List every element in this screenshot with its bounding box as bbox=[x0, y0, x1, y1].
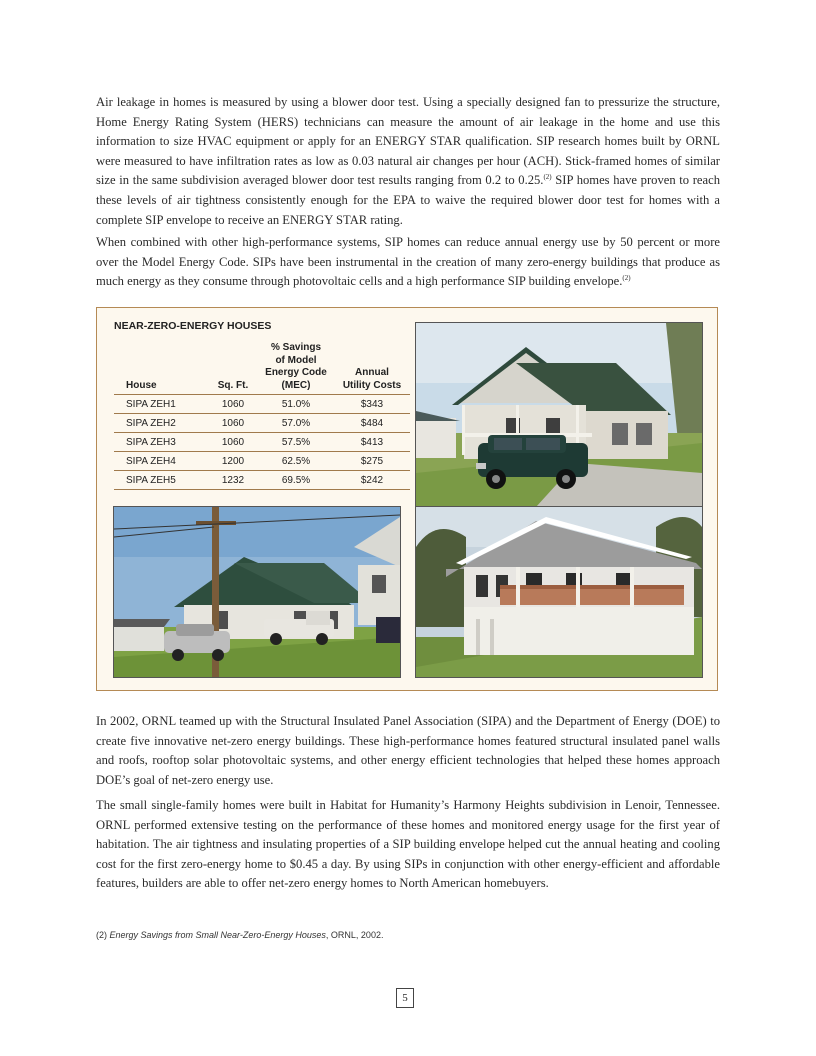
table-row bbox=[114, 395, 410, 414]
cell-cost: $343 bbox=[334, 395, 410, 414]
energy-table bbox=[114, 342, 410, 490]
cell-sqft: 1200 bbox=[208, 452, 258, 471]
cell-savings: 57.5% bbox=[258, 433, 334, 452]
cell-sqft: 1060 bbox=[208, 433, 258, 452]
cell-cost: $242 bbox=[334, 471, 410, 490]
cell-savings: 51.0% bbox=[258, 395, 334, 414]
cell-house: SIPA ZEH2 bbox=[114, 414, 208, 433]
cell-sqft: 1060 bbox=[208, 414, 258, 433]
table-title: NEAR-ZERO-ENERGY HOUSES bbox=[114, 320, 272, 332]
near-zero-energy-panel bbox=[96, 307, 718, 691]
house-photo-suv bbox=[415, 322, 703, 508]
header-savings: % Savings of Model Energy Code (MEC) bbox=[258, 342, 334, 395]
cell-house: SIPA ZEH5 bbox=[114, 471, 208, 490]
footnote bbox=[96, 930, 383, 940]
cell-cost: $413 bbox=[334, 433, 410, 452]
house-photo-porch bbox=[415, 506, 703, 678]
cell-sqft: 1060 bbox=[208, 395, 258, 414]
cell-cost: $484 bbox=[334, 414, 410, 433]
citation-ref: (2) bbox=[543, 173, 552, 182]
house-photo-utility-pole bbox=[113, 506, 401, 678]
cell-savings: 69.5% bbox=[258, 471, 334, 490]
header-annual-cost: Annual Utility Costs bbox=[334, 342, 410, 395]
cell-house: SIPA ZEH1 bbox=[114, 395, 208, 414]
table-row bbox=[114, 471, 410, 490]
footnote-title: Energy Savings from Small Near-Zero-Energy Houses bbox=[109, 930, 326, 940]
header-sqft: Sq. Ft. bbox=[208, 342, 258, 395]
paragraph-ornl-sipa: In 2002, ORNL teamed up with the Structural Insulated Panel Association (SIPA) and the Department of Energy (DOE) to create five innovative net-zero energy buildings. These high-performance homes featured structural insulated panel walls and roofs, rooftop solar photovoltaic systems, and other energy efficient technologies that helped these homes approach DOE’s goal of net-zero energy use. bbox=[96, 714, 720, 787]
cell-sqft: 1232 bbox=[208, 471, 258, 490]
paragraph-high-performance bbox=[96, 233, 720, 292]
cell-house: SIPA ZEH3 bbox=[114, 433, 208, 452]
paragraph-harmony-heights: The small single-family homes were built in Habitat for Humanity’s Harmony Heights subdivision in Lenoir, Tennessee. ORNL performed extensive testing on the performance of these homes and monitored energy usage for the first year of habitation. The air tightness and insulating properties of a SIP building envelope helped cut the annual heating and cooling cost for the first zero-energy home to $0.45 a day. By using SIPs in conjunction with other energy-efficient and affordable features, builders are able to offer net-zero energy homes to North American homebuyers. bbox=[96, 798, 720, 891]
cell-savings: 57.0% bbox=[258, 414, 334, 433]
citation-ref: (2) bbox=[622, 274, 631, 282]
paragraph-text: SIP homes have proven to reach these levels of air tightness consistently enough for the EPA to waive the required blower door test for homes with a complete SIP envelope to receive an ENERGY STAR rating. bbox=[96, 173, 720, 227]
page-number: 5 bbox=[396, 988, 414, 1008]
paragraph-text: Air leakage in homes is measured by using a blower door test. Using a specially designed fan to pressurize the structure, Home Energy Rating System (HERS) technicians can measure the amount of air leakage in the home and use this information to size HVAC equipment or apply for an ENERGY STAR qualification. SIP research homes built by ORNL were measured to have infiltration rates as low as 0.03 natural air changes per hour (ACH). Stick-framed homes of similar size in the same subdivision averaged blower door test results ranging from 0.2 to 0.25. bbox=[96, 95, 720, 188]
footnote-number: (2) bbox=[96, 930, 110, 940]
cell-savings: 62.5% bbox=[258, 452, 334, 471]
paragraph-air-leakage bbox=[96, 93, 720, 230]
table-row bbox=[114, 433, 410, 452]
header-house: House bbox=[114, 342, 208, 395]
cell-house: SIPA ZEH4 bbox=[114, 452, 208, 471]
cell-cost: $275 bbox=[334, 452, 410, 471]
table-row bbox=[114, 452, 410, 471]
paragraph-text: When combined with other high-performance systems, SIP homes can reduce annual energy use by 50 percent or more over the Model Energy Code. SIPs have been instrumental in the creation of many zero-energy buildings that produce as much energy as they consume through photovoltaic cells and a high performance SIP building envelope. bbox=[96, 235, 720, 289]
table-header-row bbox=[114, 342, 410, 395]
table-row bbox=[114, 414, 410, 433]
footnote-source: , ORNL, 2002. bbox=[325, 930, 384, 940]
